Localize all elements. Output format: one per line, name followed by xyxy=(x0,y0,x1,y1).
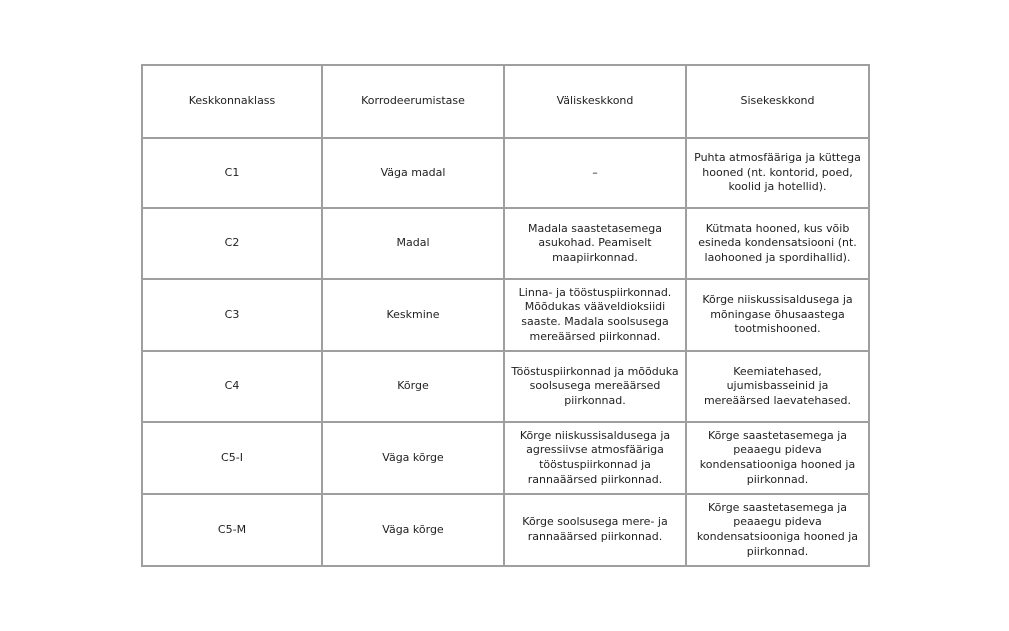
cell-keskkonnaklass: C4 xyxy=(142,351,322,422)
cell-valiskeskkond: – xyxy=(504,138,686,208)
table-row xyxy=(142,279,869,351)
environment-class-table xyxy=(141,64,870,567)
table-row xyxy=(142,422,869,494)
cell-korrodeerumistase: Kõrge xyxy=(322,351,504,422)
cell-korrodeerumistase: Väga kõrge xyxy=(322,422,504,494)
cell-sisekeskkond: Kõrge saastetasemega ja peaaegu pideva kondensatsiooniga hooned ja piirkonnad. xyxy=(686,494,869,566)
cell-sisekeskkond: Keemiatehased, ujumisbasseinid ja mereäärsed laevatehased. xyxy=(686,351,869,422)
table-header-row xyxy=(142,65,869,138)
cell-keskkonnaklass: C1 xyxy=(142,138,322,208)
cell-valiskeskkond: Kõrge soolsusega mere- ja rannaäärsed piirkonnad. xyxy=(504,494,686,566)
cell-valiskeskkond: Kõrge niiskussisaldusega ja agressiivse atmosfääriga tööstuspiirkonnad ja rannaäärsed piirkonnad. xyxy=(504,422,686,494)
header-sisekeskkond: Sisekeskkond xyxy=(686,65,869,138)
cell-korrodeerumistase: Madal xyxy=(322,208,504,279)
header-korrodeerumistase: Korrodeerumistase xyxy=(322,65,504,138)
cell-sisekeskkond: Kütmata hooned, kus võib esineda kondensatsiooni (nt. laohooned ja spordihallid). xyxy=(686,208,869,279)
table-row xyxy=(142,138,869,208)
cell-valiskeskkond: Madala saastetasemega asukohad. Peamiselt maapiirkonnad. xyxy=(504,208,686,279)
cell-sisekeskkond: Kõrge niiskussisaldusega ja mõningase õhusaastega tootmishooned. xyxy=(686,279,869,351)
table-row xyxy=(142,494,869,566)
cell-keskkonnaklass: C5-I xyxy=(142,422,322,494)
cell-korrodeerumistase: Väga kõrge xyxy=(322,494,504,566)
header-keskkonnaklass: Keskkonnaklass xyxy=(142,65,322,138)
table-row xyxy=(142,208,869,279)
cell-korrodeerumistase: Väga madal xyxy=(322,138,504,208)
cell-sisekeskkond: Kõrge saastetasemega ja peaaegu pideva kondensatiooniga hooned ja piirkonnad. xyxy=(686,422,869,494)
cell-valiskeskkond: Linna- ja tööstuspiirkonnad. Mõõdukas vääveldioksiidi saaste. Madala soolsusega mereäärsed piirkonnad. xyxy=(504,279,686,351)
cell-sisekeskkond: Puhta atmosfääriga ja küttega hooned (nt. kontorid, poed, koolid ja hotellid). xyxy=(686,138,869,208)
cell-korrodeerumistase: Keskmine xyxy=(322,279,504,351)
cell-valiskeskkond: Tööstuspiirkonnad ja mõõduka soolsusega mereäärsed piirkonnad. xyxy=(504,351,686,422)
header-valiskeskkond: Väliskeskkond xyxy=(504,65,686,138)
cell-keskkonnaklass: C5-M xyxy=(142,494,322,566)
cell-keskkonnaklass: C2 xyxy=(142,208,322,279)
table-row xyxy=(142,351,869,422)
cell-keskkonnaklass: C3 xyxy=(142,279,322,351)
